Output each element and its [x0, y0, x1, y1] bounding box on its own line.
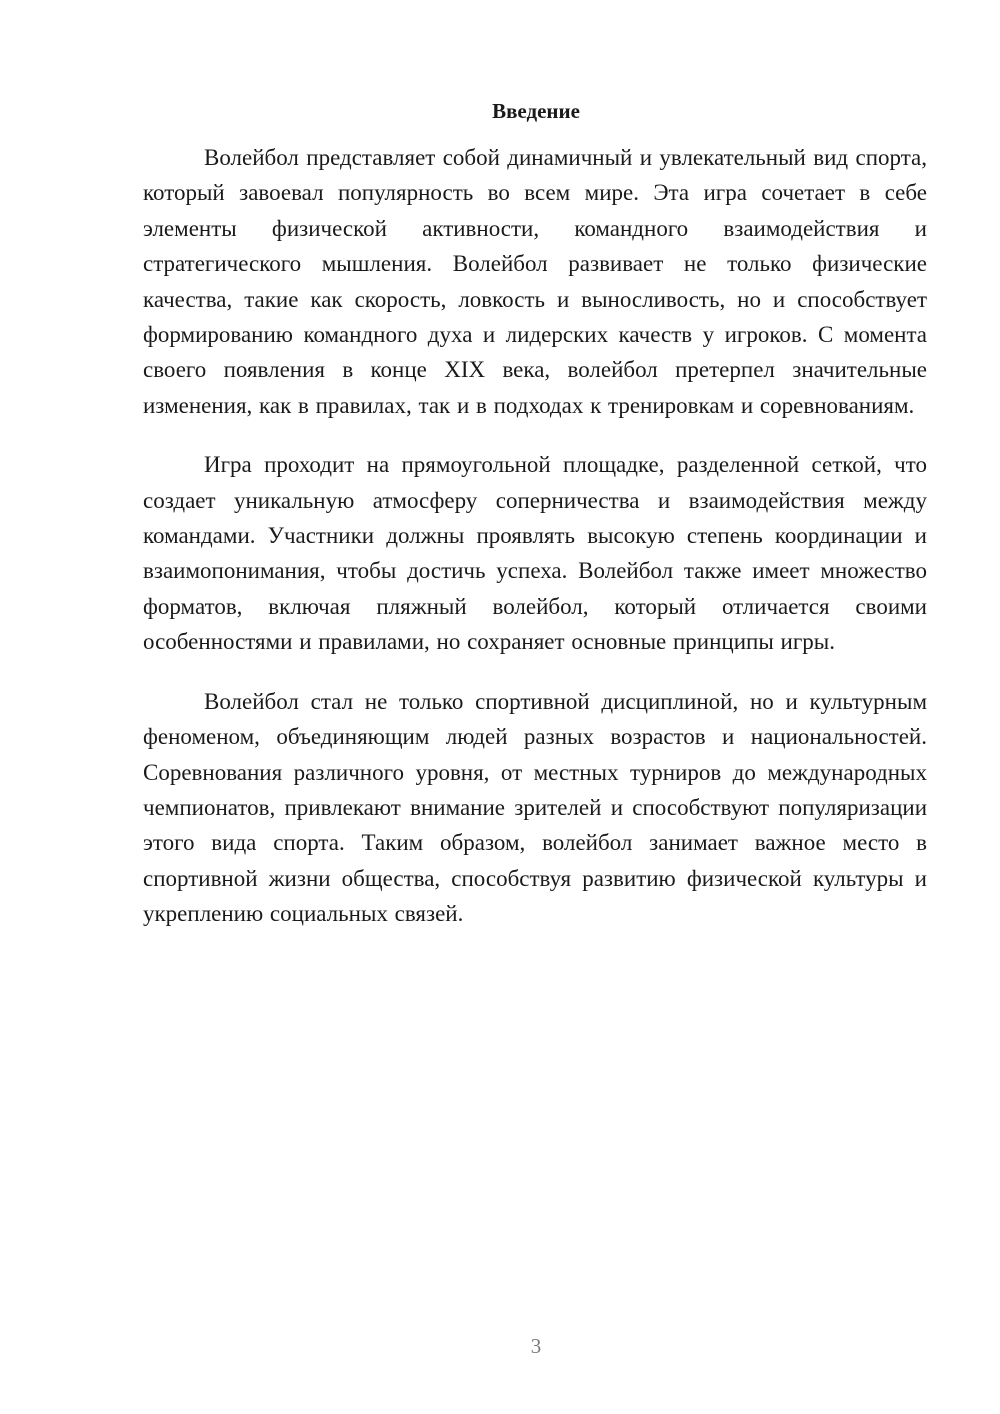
- paragraph-3: Волейбол стал не только спортивной дисциплиной, но и культурным феноменом, объединяющим людей разных возрастов и национальностей. Соревнования различного уровня, от местных турниров до международных чемпионатов, привлекают внимание зрителей и способствуют популяризации этого вида спорта. Таким образом, волейбол занимает важное место в спортивной жизни общества, способствуя развитию физической культуры и укреплению социальных связей.: [143, 688, 927, 927]
- body-text: [143, 140, 927, 956]
- page-number: 3: [530, 1334, 542, 1358]
- section-title: Введение: [492, 99, 580, 123]
- paragraph-1: Волейбол представляет собой динамичный и увлекательный вид спорта, который завоевал популярность во всем мире. Эта игра сочетает в себе элементы физической активности, командного взаимодействия и стратегического мышления. Волейбол развивает не только физические качества, такие как скорость, ловкость и выносливость, но и способствует формированию командного духа и лидерских качеств у игроков. С момента своего появления в конце XIX века, волейбол претерпел значительные изменения, как в правилах, так и в подходах к тренировкам и соревнованиям.: [143, 145, 927, 418]
- paragraph-2: Игра проходит на прямоугольной площадке, разделенной сеткой, что создает уникальную атмосферу соперничества и взаимодействия между командами. Участники должны проявлять высокую степень координации и взаимопонимания, чтобы достичь успеха. Волейбол также имеет множество форматов, включая пляжный волейбол, который отличается своими особенностями и правилами, но сохраняет основные принципы игры.: [143, 452, 927, 655]
